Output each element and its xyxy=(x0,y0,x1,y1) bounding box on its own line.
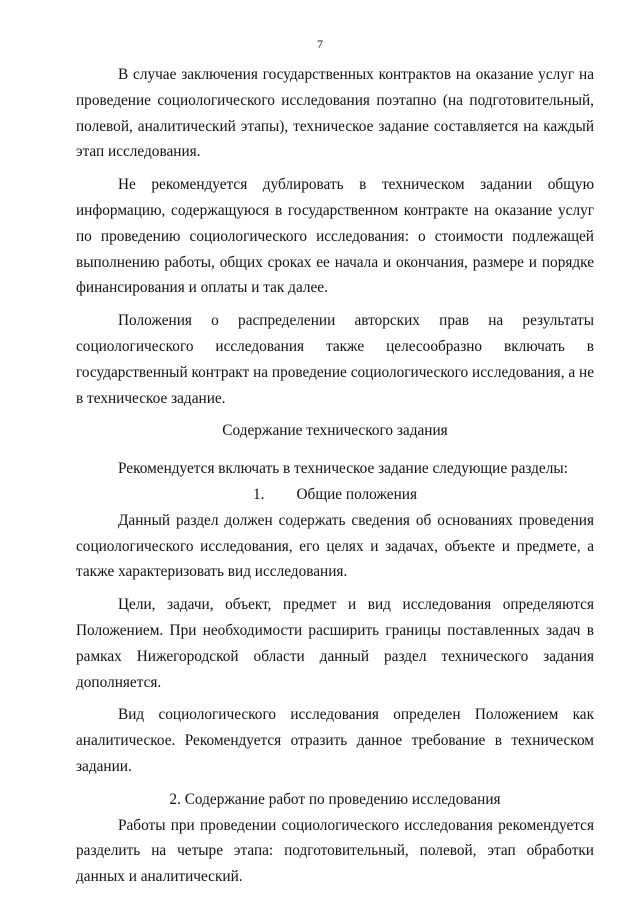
paragraph-stages-contracts: В случае заключения государственных контрактов на оказание услуг на проведение социологического исследования поэтапно (на подготовительный, полевой, аналитический этапы), техническое задание составляется на каждый этап исследования. xyxy=(76,66,594,161)
paragraph-no-duplication: Не рекомендуется дублировать в техническом задании общую информацию, содержащуюся в государственном контракте на оказание услуг по проведению социологического исследования: о стоимости подлежащей выполнению работы, общих сроках ее начала и окончания, размере и порядке финансирования и оплаты и так далее. xyxy=(76,176,594,297)
section-title: Содержание технического задания xyxy=(222,422,448,440)
paragraph-work-stages: Работы при проведении социологического исследования рекомендуется разделить на четыре этапа: подготовительный, полевой, этап обработки данных и аналитический. xyxy=(76,816,594,886)
paragraph-research-type: Вид социологического исследования определен Положением как аналитическое. Рекомендуется отразить данное требование в техническом задании. xyxy=(76,706,594,775)
page-number: 7 xyxy=(317,37,323,51)
paragraph-section-1-content: Данный раздел должен содержать сведения об основаниях проведения социологического исследования, его целях и задачах, объекте и предмете, а также характеризовать вид исследования. xyxy=(76,511,594,581)
section-1-title: Общие положения xyxy=(296,485,417,503)
section-2-heading: 2. Содержание работ по проведению исследования xyxy=(169,790,501,808)
paragraph-copyright: Положения о распределении авторских прав на результаты социологического исследования также целесообразно включать в государственный контракт на проведение социологического исследования, а не в техническое задание. xyxy=(76,312,594,407)
paragraph-goals-tasks: Цели, задачи, объект, предмет и вид исследования определяются Положением. При необходимости расширить границы поставленных задач в рамках Нижегородской области данный раздел технического задания дополняется. xyxy=(76,596,594,691)
document-body xyxy=(76,62,594,890)
paragraph-sections-intro: Рекомендуется включать в техническое задание следующие разделы: xyxy=(118,460,568,478)
section-1-number: 1. xyxy=(253,485,265,503)
section-1-heading xyxy=(76,482,594,508)
